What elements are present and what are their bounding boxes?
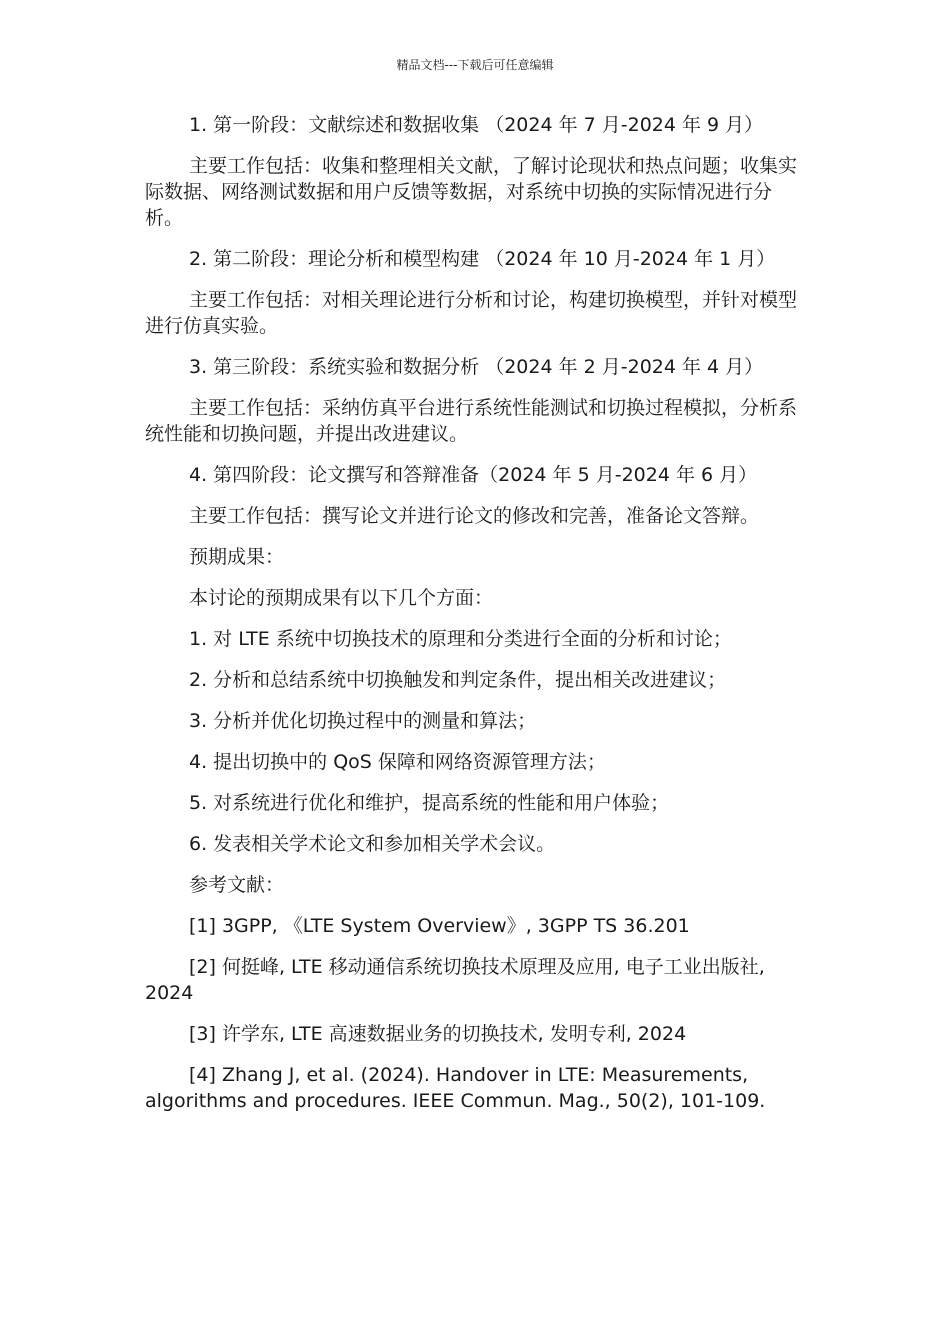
phase-2-description: 主要工作包括：对相关理论进行分析和讨论，构建切换模型，并针对模型进行仿真实验。 — [145, 289, 798, 337]
reference-item: [3] 许学东, LTE 高速数据业务的切换技术, 发明专利, 2024 — [189, 1023, 687, 1045]
phase-1-heading: 1. 第一阶段：文献综述和数据收集 （2024 年 7 月-2024 年 9 月） — [189, 114, 764, 136]
reference-item: [4] Zhang J, et al. (2024). Handover in LTE: Measurements, algorithms and procedures. IEEE Commun. Mag., 50(2), 101-109. — [145, 1064, 766, 1112]
references-heading: 参考文献： — [189, 874, 285, 896]
result-item: 4. 提出切换中的 QoS 保障和网络资源管理方法； — [189, 751, 606, 773]
page-header: 精品文档---下载后可任意编辑 — [396, 58, 554, 72]
expected-results-intro: 本讨论的预期成果有以下几个方面： — [189, 587, 494, 609]
result-item: 1. 对 LTE 系统中切换技术的原理和分类进行全面的分析和讨论； — [189, 628, 732, 650]
document-body — [145, 112, 805, 1129]
reference-item: [1] 3GPP, 《LTE System Overview》, 3GPP TS 36.201 — [189, 915, 690, 937]
expected-results-heading: 预期成果： — [189, 546, 285, 568]
result-item: 6. 发表相关学术论文和参加相关学术会议。 — [189, 833, 556, 855]
result-item: 2. 分析和总结系统中切换触发和判定条件，提出相关改进建议； — [189, 669, 727, 691]
result-item: 3. 分析并优化切换过程中的测量和算法； — [189, 710, 537, 732]
phase-2-heading: 2. 第二阶段：理论分析和模型构建 （2024 年 10 月-2024 年 1 月） — [189, 248, 776, 270]
phase-3-description: 主要工作包括：采纳仿真平台进行系统性能测试和切换过程模拟，分析系统性能和切换问题，并提出改进建议。 — [145, 397, 798, 445]
reference-item: [2] 何挺峰, LTE 移动通信系统切换技术原理及应用, 电子工业出版社, 2024 — [145, 956, 765, 1004]
phase-4-heading: 4. 第四阶段：论文撰写和答辩准备（2024 年 5 月-2024 年 6 月） — [189, 464, 758, 486]
phase-4-description: 主要工作包括：撰写论文并进行论文的修改和完善，准备论文答辩。 — [189, 505, 760, 527]
phase-1-description: 主要工作包括：收集和整理相关文献，了解讨论现状和热点问题；收集实际数据、网络测试数据和用户反馈等数据，对系统中切换的实际情况进行分析。 — [145, 155, 798, 229]
phase-3-heading: 3. 第三阶段：系统实验和数据分析 （2024 年 2 月-2024 年 4 月） — [189, 356, 764, 378]
result-item: 5. 对系统进行优化和维护，提高系统的性能和用户体验； — [189, 792, 670, 814]
